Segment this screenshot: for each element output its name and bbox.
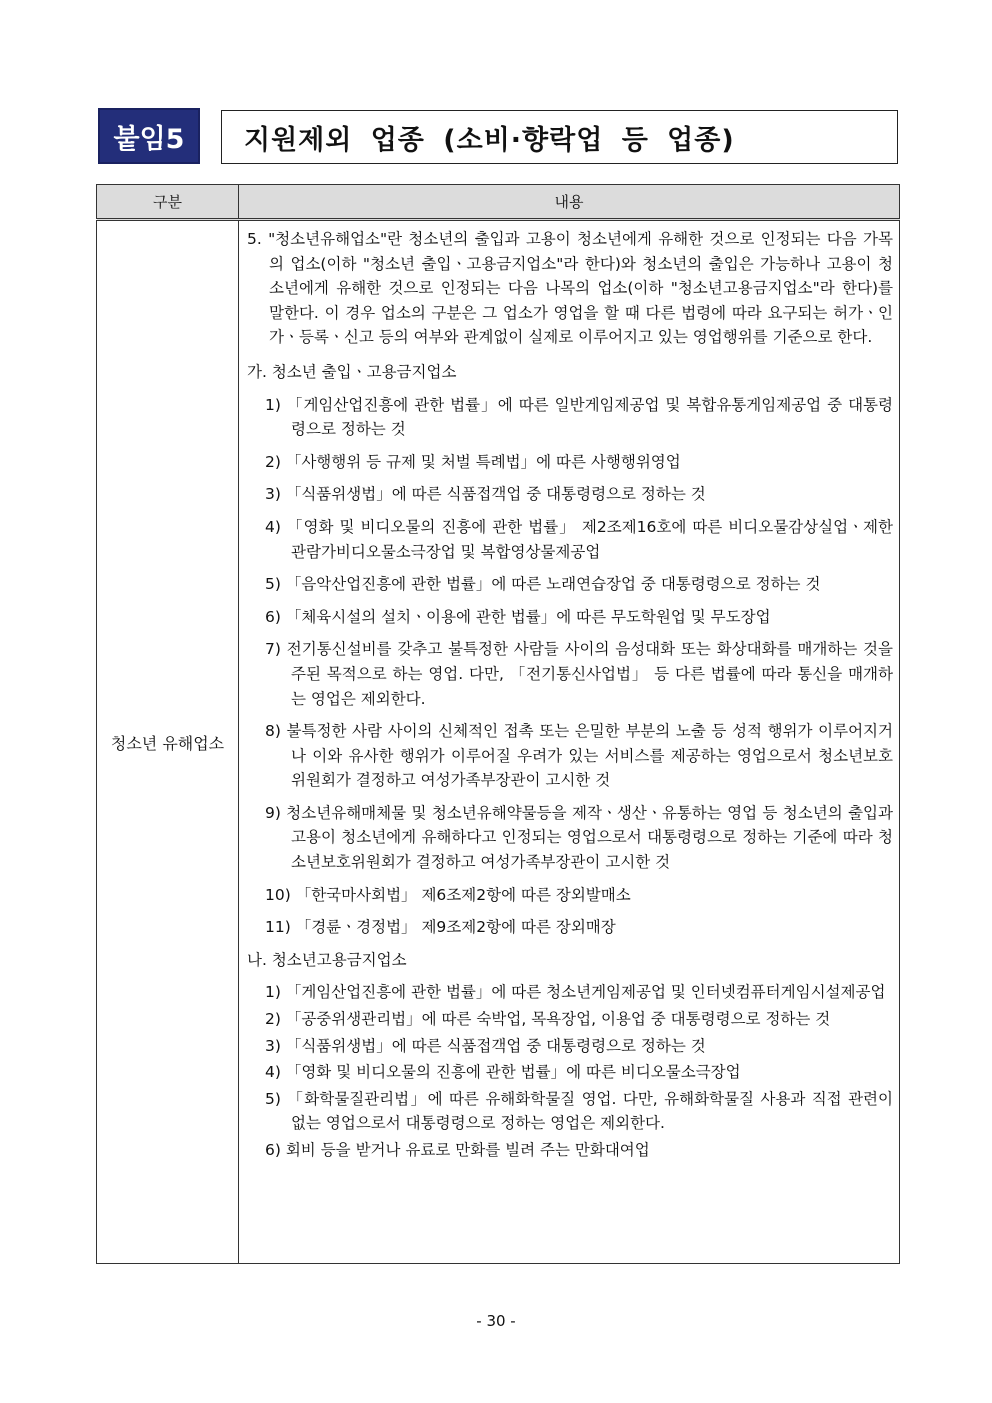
table-header-row — [97, 185, 900, 220]
list-item: 8) 불특정한 사람 사이의 신체적인 접촉 또는 은밀한 부분의 노출 등 성적 행위가 이루어지거나 이와 유사한 행위가 이루어질 우려가 있는 서비스를 제공하는 영업으로서 청소년보호위원회가 결정하고 여성가족부장관이 고시한 것 — [265, 722, 893, 790]
list-item: 5) 「화학물질관리법」에 따른 유해화학물질 영업. 다만, 유해화학물질 사용과 직접 관련이 없는 영업으로서 대통령령으로 정하는 영업은 제외한다. — [265, 1089, 893, 1133]
list-item: 11) 「경륜ㆍ경정법」 제9조제2항에 따른 장외매장 — [265, 918, 616, 937]
exclusion-table — [96, 184, 900, 1264]
page-number: - 30 - — [476, 1312, 516, 1330]
list-item: 4) 「영화 및 비디오물의 진흥에 관한 법률」 제2조제16호에 따른 비디오물감상실업ㆍ제한관람가비디오물소극장업 및 복합영상물제공업 — [265, 517, 893, 561]
header-content: 내용 — [239, 185, 900, 220]
category-cell: 청소년 유해업소 — [97, 220, 239, 1264]
list-item: 2) 「사행행위 등 규제 및 처벌 특례법」에 따른 사행행위영업 — [265, 452, 681, 471]
page-title: 지원제외 업종 (소비·향락업 등 업종) — [221, 110, 898, 164]
list-item: 3) 「식품위생법」에 따른 식품접객업 중 대통령령으로 정하는 것 — [265, 485, 706, 504]
list-item: 4) 「영화 및 비디오물의 진흥에 관한 법률」에 따른 비디오물소극장업 — [265, 1063, 741, 1082]
section-a-heading: 가. 청소년 출입ㆍ고용금지업소 — [247, 362, 457, 381]
list-item: 10) 「한국마사회법」 제6조제2항에 따른 장외발매소 — [265, 885, 631, 904]
list-item: 1) 「게임산업진흥에 관한 법률」에 따른 일반게임제공업 및 복합유통게임제공업 중 대통령령으로 정하는 것 — [265, 395, 893, 439]
attachment-badge: 붙임5 — [98, 108, 200, 164]
list-item: 9) 청소년유해매체물 및 청소년유해약물등을 제작ㆍ생산ㆍ유통하는 영업 등 청소년의 출입과 고용이 청소년에게 유해하다고 인정되는 영업으로서 대통령령으로 정하는 기준에 따라 청소년보호위원회가 결정하고 여성가족부장관이 고시한 것 — [265, 803, 893, 872]
table-row — [97, 220, 900, 1264]
content-cell — [239, 220, 900, 1264]
list-item: 2) 「공중위생관리법」에 따른 숙박업, 목욕장업, 이용업 중 대통령령으로 정하는 것 — [265, 1010, 831, 1029]
list-item: 6) 회비 등을 받거나 유료로 만화를 빌려 주는 만화대여업 — [265, 1141, 650, 1159]
list-item: 3) 「식품위생법」에 따른 식품접객업 중 대통령령으로 정하는 것 — [265, 1036, 706, 1055]
list-item: 7) 전기통신설비를 갖추고 불특정한 사람들 사이의 음성대화 또는 화상대화를 매개하는 것을 주된 목적으로 하는 영업. 다만, 「전기통신사업법」 등 다른 법률에 따라 통신을 매개하는 영업은 제외한다. — [265, 640, 893, 708]
list-item: 5) 「음악산업진흥에 관한 법률」에 따른 노래연습장업 중 대통령령으로 정하는 것 — [265, 575, 821, 594]
list-item: 1) 「게임산업진흥에 관한 법률」에 따른 청소년게임제공업 및 인터넷컴퓨터게임시설제공업 — [265, 983, 886, 1002]
list-item: 6) 「체육시설의 설치ㆍ이용에 관한 법률」에 따른 무도학원업 및 무도장업 — [265, 607, 771, 626]
section-b-heading: 나. 청소년고용금지업소 — [247, 950, 407, 969]
intro-paragraph: 5. "청소년유해업소"란 청소년의 출입과 고용이 청소년에게 유해한 것으로 인정되는 다음 가목의 업소(이하 "청소년 출입ㆍ고용금지업소"라 한다)와 청소년의 출입은 가능하나 고용이 청소년에게 유해한 것으로 인정되는 다음 나목의 업소(이하 "청소년고용금지업소"라 한다)를 말한다. 이 경우 업소의 구분은 그 업소가 영업을 할 때 다른 법령에 따라 요구되는 허가ㆍ인가ㆍ등록ㆍ신고 등의 여부와 관계없이 실제로 이루어지고 있는 영업행위를 기준으로 한다. — [247, 230, 893, 347]
header-category: 구분 — [97, 185, 239, 220]
